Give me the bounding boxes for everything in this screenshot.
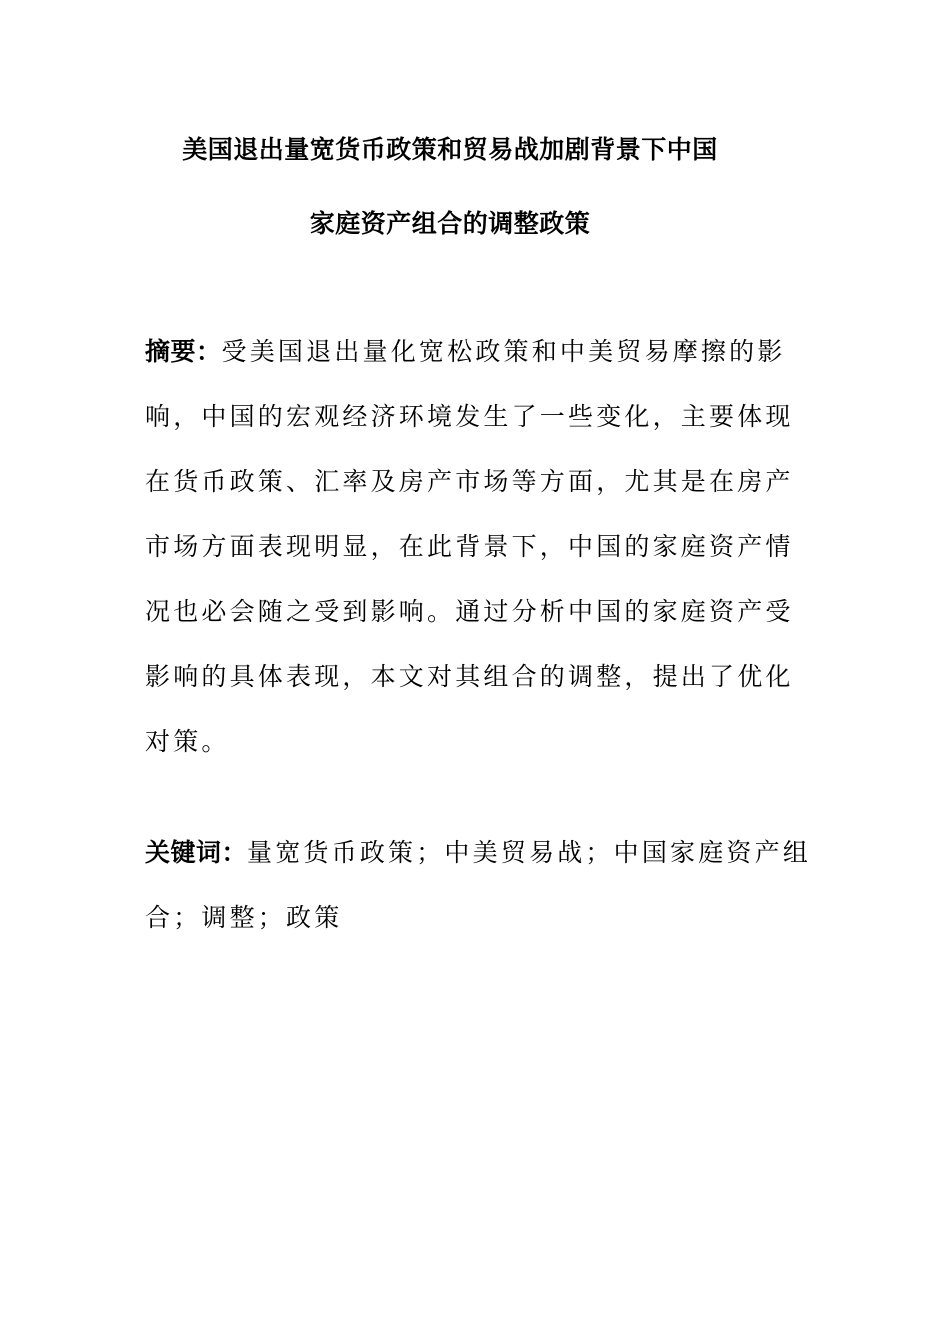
keywords-line-1 (145, 838, 812, 903)
abstract-line-5: 况也必会随之受到影响。通过分析中国的家庭资产受 (145, 597, 794, 626)
document-title-line-1: 美国退出量宽货币政策和贸易战加剧背景下中国 (182, 135, 718, 164)
abstract-text: 受美国退出量化宽松政策和中美贸易摩擦的影 (221, 337, 786, 366)
keywords-paragraph (145, 838, 812, 968)
abstract-paragraph (145, 337, 794, 792)
keywords-line-2: 合；调整；政策 (145, 903, 343, 932)
document-title-line-2: 家庭资产组合的调整政策 (309, 209, 591, 238)
abstract-line-7: 对策。 (145, 727, 230, 756)
abstract-line-4: 市场方面表现明显，在此背景下，中国的家庭资产情 (145, 532, 794, 561)
abstract-line-6: 影响的具体表现，本文对其组合的调整，提出了优化 (145, 662, 794, 691)
abstract-line-3: 在货币政策、汇率及房产市场等方面，尤其是在房产 (145, 467, 794, 496)
abstract-line-2: 响，中国的宏观经济环境发生了一些变化，主要体现 (145, 402, 794, 431)
abstract-line-1 (145, 337, 786, 402)
abstract-label: 摘要： (145, 337, 222, 366)
keywords-label: 关键词： (145, 838, 248, 867)
keywords-text: 量宽货币政策；中美贸易战；中国家庭资产组 (247, 838, 812, 867)
